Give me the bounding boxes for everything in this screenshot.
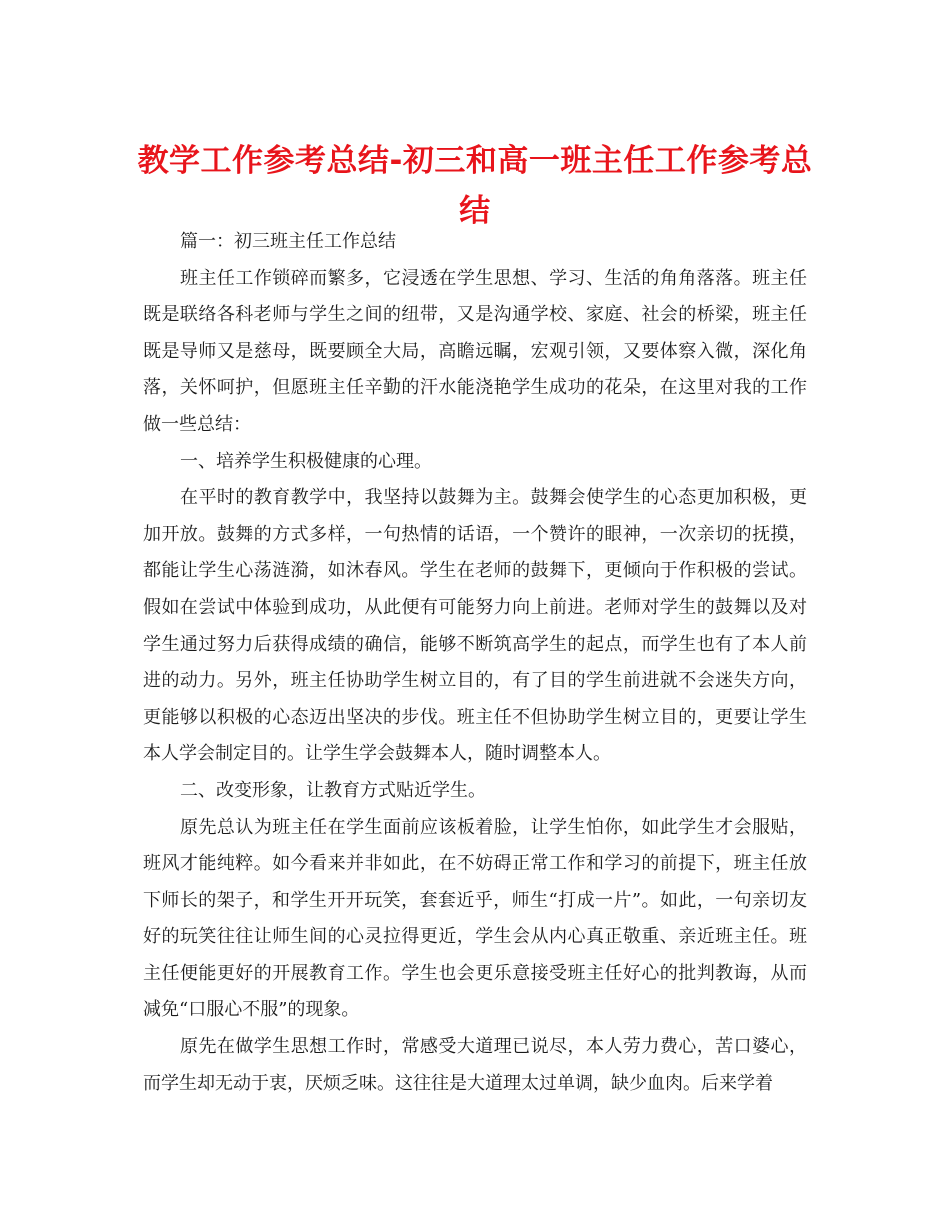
paragraph-subtitle: 篇一：初三班主任工作总结 xyxy=(180,231,396,252)
document-title: 教学工作参考总结-初三和高一班主任工作参考总结 xyxy=(137,143,813,229)
section-heading: 二、改变形象，让教育方式贴近学生。 xyxy=(180,779,486,801)
section-heading: 一、培养学生积极健康的心理。 xyxy=(180,450,432,472)
paragraph: 原先总认为班主任在学生面前应该板着脸，让学生怕你，如此学生才会服贴，班风才能纯粹。如今看来并非如此，在不妨碍正常工作和学习的前提下，班主任放下师长的架子，和学生开开玩笑，套套近乎，师生“打成一片”。如此，一句亲切友好的玩笑往往让师生间的心灵拉得更近，学生会从内心真正敬重、亲近班主任。班主任便能更好的开展教育工作。学生也会更乐意接受班主任好心的批判教诲，从而减免“口服心不服”的现象。 xyxy=(143,816,807,1021)
paragraph: 班主任工作锁碎而繁多，它浸透在学生思想、学习、生活的角角落落。班主任既是联络各科老师与学生之间的纽带，又是沟通学校、家庭、社会的桥梁，班主任既是导师又是慈母，既要顾全大局，高瞻远瞩，宏观引领，又要体察入微，深化角落，关怀呵护，但愿班主任辛勤的汗水能浇艳学生成功的花朵，在这里对我的工作做一些总结： xyxy=(143,267,807,435)
document-body xyxy=(143,224,807,1102)
paragraph: 原先在做学生思想工作时，常感受大道理已说尽，本人劳力费心，苦口婆心，而学生却无动于衷，厌烦乏味。这往往是大道理太过单调，缺少血肉。后来学着 xyxy=(143,1036,807,1094)
paragraph: 在平时的教育教学中，我坚持以鼓舞为主。鼓舞会使学生的心态更加积极，更加开放。鼓舞的方式多样，一句热情的话语，一个赞许的眼神，一次亲切的抚摸，都能让学生心荡涟漪，如沐春风。学生在老师的鼓舞下，更倾向于作积极的尝试。假如在尝试中体验到成功，从此便有可能努力向上前进。老师对学生的鼓舞以及对学生通过努力后获得成绩的确信，能够不断筑高学生的起点，而学生也有了本人前进的动力。另外，班主任协助学生树立目的，有了目的学生前进就不会迷失方向，更能够以积极的心态迈出坚决的步伐。班主任不但协助学生树立目的，更要让学生本人学会制定目的。让学生学会鼓舞本人，随时调整本人。 xyxy=(143,487,807,765)
